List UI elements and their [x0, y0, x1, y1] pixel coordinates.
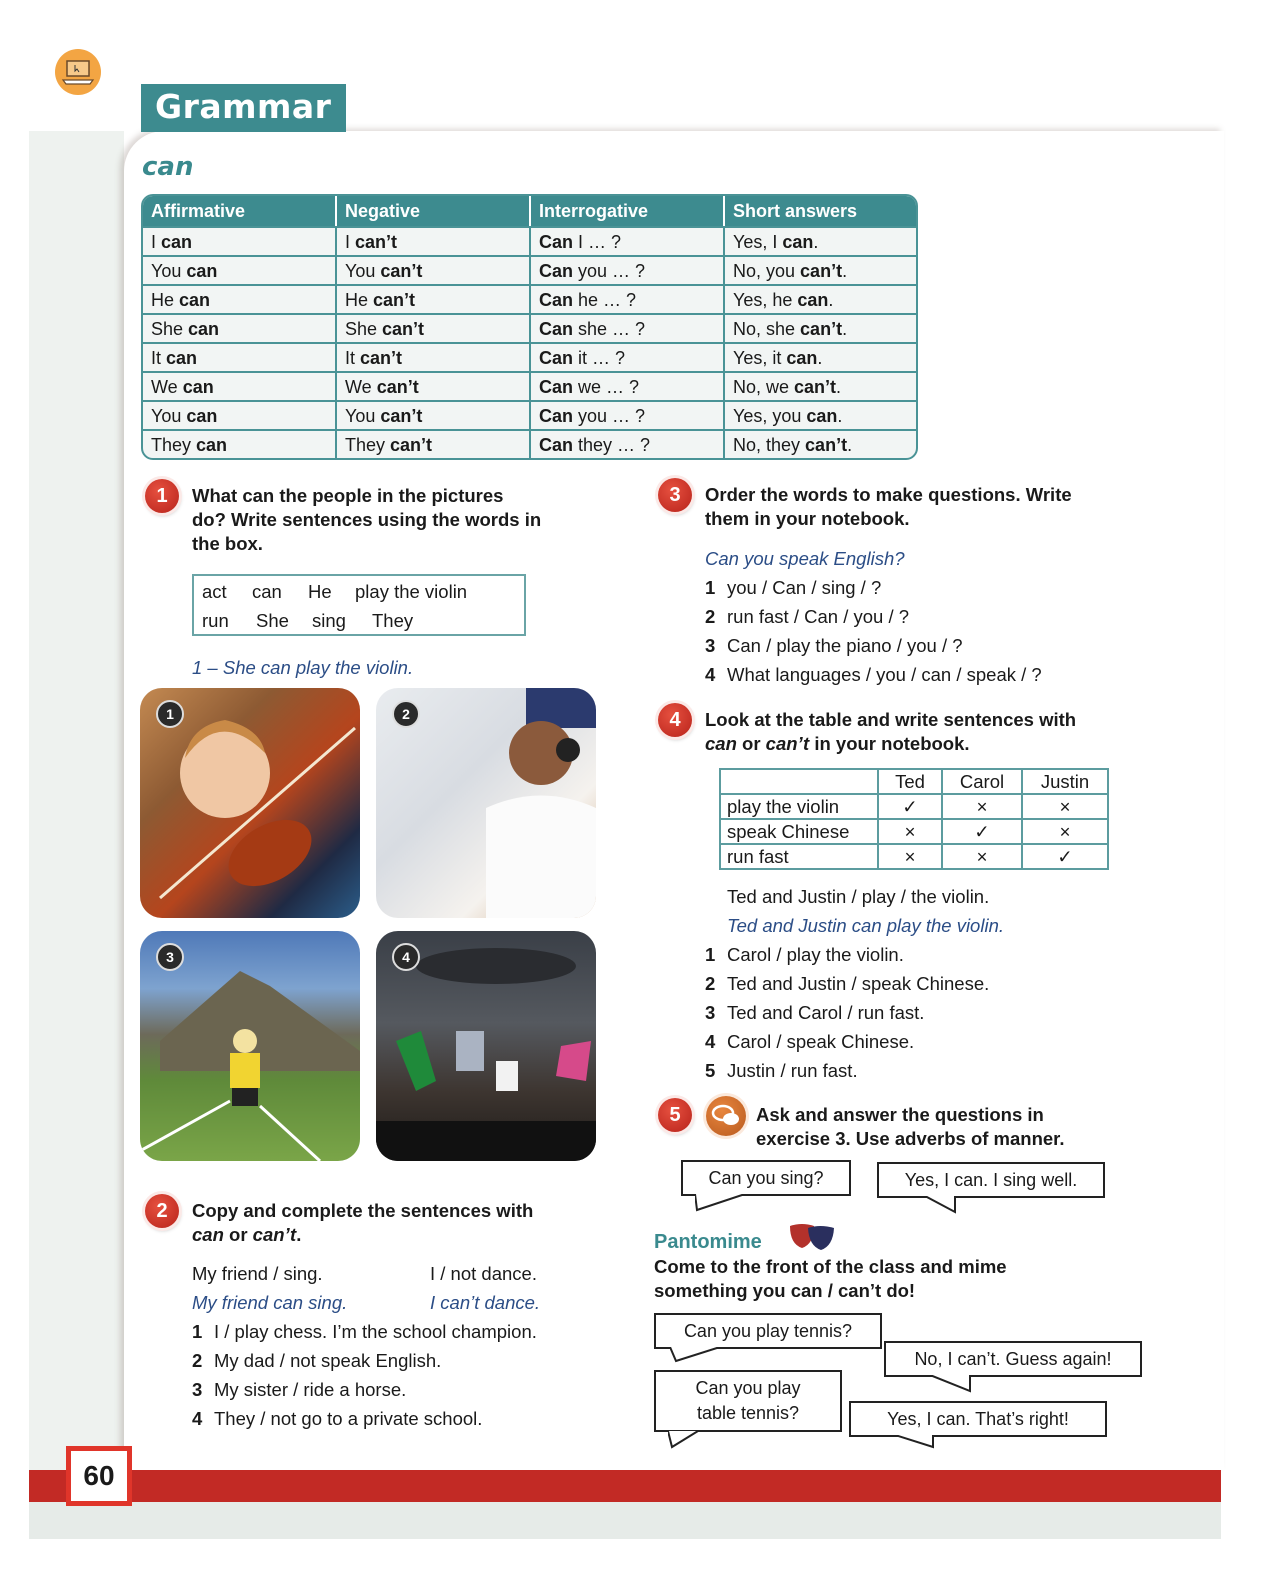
- item-text: I / play chess. I’m the school champion.: [214, 1321, 537, 1342]
- cell-text: Yes, it: [733, 347, 787, 368]
- word: They: [372, 610, 414, 631]
- item-text: Carol / speak Chinese.: [727, 1031, 915, 1052]
- cell-text: .: [837, 405, 843, 426]
- item-text: My dad / not speak English.: [214, 1350, 442, 1371]
- speech-bubbles-icon: [706, 1096, 746, 1136]
- cell-text: You: [345, 405, 381, 426]
- theatre-masks-icon: [788, 1222, 836, 1257]
- photo-singing: [376, 688, 596, 918]
- instruction-word: in your notebook.: [809, 733, 970, 754]
- table-cell: [337, 342, 531, 371]
- cell-bold-text: can: [186, 405, 218, 426]
- instruction-word: or: [736, 733, 766, 754]
- table-cell: [143, 371, 337, 400]
- table-cell: [337, 284, 531, 313]
- cross-icon: ×: [878, 819, 942, 844]
- instruction-line: something you can / can’t do!: [654, 1280, 916, 1301]
- cross-icon: ×: [942, 844, 1022, 869]
- table-cell: [531, 342, 725, 371]
- cell-text: It: [151, 347, 167, 368]
- column-header: Carol: [942, 769, 1022, 794]
- cell-bold-text: can: [806, 405, 838, 426]
- photo-number: 3: [156, 943, 184, 971]
- cross-icon: ×: [942, 794, 1022, 819]
- table-cell: [337, 429, 531, 458]
- photo-number: 1: [156, 700, 184, 728]
- cell-text: He: [345, 289, 374, 310]
- cell-bold-text: can’t: [376, 376, 419, 397]
- table-row: [720, 819, 1108, 844]
- instruction-word: can: [192, 1224, 224, 1245]
- photo-number: 2: [392, 700, 420, 728]
- cell-bold-text: can: [797, 289, 829, 310]
- table-row: [720, 844, 1108, 869]
- table-cell: [143, 313, 337, 342]
- instruction-line: [705, 732, 1076, 756]
- cell-bold-text: Can: [539, 231, 574, 252]
- cross-icon: ×: [1022, 794, 1108, 819]
- cell-text: You: [151, 405, 187, 426]
- cell-text: No, she: [733, 318, 801, 339]
- item-text: run fast / Can / you / ?: [727, 606, 910, 627]
- item-text: What languages / you / can / speak / ?: [727, 664, 1042, 685]
- table-cell: [531, 400, 725, 429]
- cell-text: .: [828, 289, 834, 310]
- list-item: [705, 1056, 989, 1085]
- list-item: [705, 969, 989, 998]
- list-item: [705, 602, 1042, 631]
- cell-bold-text: can: [179, 289, 211, 310]
- footer-stripe: [29, 1470, 1221, 1502]
- table-cell: [337, 371, 531, 400]
- word: She: [256, 610, 289, 631]
- table-cell: [725, 284, 916, 313]
- word: can: [252, 581, 282, 602]
- exercise-4-example: Ted and Justin can play the violin.: [727, 915, 1004, 936]
- item-text: Justin / run fast.: [727, 1060, 858, 1081]
- item-number: 3: [705, 1002, 716, 1023]
- pantomime-instruction: [654, 1255, 1007, 1303]
- table-row: [143, 226, 916, 255]
- exercise-2-prompt: I / not dance.: [430, 1263, 537, 1284]
- instruction-line: them in your notebook.: [705, 508, 910, 529]
- table-row: [143, 400, 916, 429]
- cell-bold-text: Can: [539, 405, 574, 426]
- cross-icon: ×: [878, 844, 942, 869]
- item-number: 1: [192, 1321, 203, 1342]
- instruction-line: exercise 3. Use adverbs of manner.: [756, 1128, 1065, 1149]
- cell-text: you … ?: [573, 260, 646, 281]
- bubble-tail: [670, 1347, 730, 1363]
- word-box: [192, 574, 526, 636]
- list-item: [705, 940, 989, 969]
- exercise-2-prompt: My friend / sing.: [192, 1263, 323, 1284]
- table-cell: [725, 313, 916, 342]
- instruction-word: or: [223, 1224, 253, 1245]
- table-cell: [531, 371, 725, 400]
- column-header: Short answers: [725, 196, 916, 226]
- item-number: 4: [192, 1408, 203, 1429]
- item-number: 4: [705, 664, 716, 685]
- table-cell: [531, 284, 725, 313]
- cell-bold-text: can’t: [800, 260, 843, 281]
- item-text: They / not go to a private school.: [214, 1408, 483, 1429]
- cell-bold-text: Can: [539, 376, 574, 397]
- exercise-1-instruction: [192, 484, 541, 556]
- exercise-4-badge: 4: [658, 703, 692, 737]
- cell-text: they … ?: [573, 434, 651, 455]
- exercise-2-example: I can’t dance.: [430, 1292, 541, 1313]
- row-label: run fast: [720, 844, 878, 869]
- cell-text: Yes, I: [733, 231, 783, 252]
- table-cell: [337, 226, 531, 255]
- cell-bold-text: Can: [539, 434, 574, 455]
- instruction-line: Copy and complete the sentences with: [192, 1200, 534, 1221]
- table-cell: [337, 255, 531, 284]
- word: He: [308, 581, 332, 602]
- cell-text: Yes, he: [733, 289, 798, 310]
- exercise-1-example: 1 – She can play the violin.: [192, 657, 414, 678]
- photo-acting: [376, 931, 596, 1161]
- exercise-1-badge: 1: [145, 479, 179, 513]
- bubble-tail: [930, 1375, 990, 1393]
- cell-text: .: [842, 260, 848, 281]
- bubble-tail: [668, 1431, 708, 1449]
- cell-text: I: [151, 231, 162, 252]
- cell-text: It: [345, 347, 361, 368]
- cell-text: I: [345, 231, 356, 252]
- cell-bold-text: can’t: [373, 289, 416, 310]
- cell-text: She: [345, 318, 383, 339]
- exercise-2-example: My friend can sing.: [192, 1292, 348, 1313]
- list-item: [192, 1375, 537, 1404]
- exercise-4-list: [705, 940, 989, 1085]
- bubble-tail: [895, 1435, 955, 1449]
- cell-bold-text: can’t: [800, 318, 843, 339]
- table-cell: [143, 284, 337, 313]
- item-number: 2: [705, 606, 716, 627]
- list-item: [192, 1404, 537, 1433]
- table-cell: [531, 429, 725, 458]
- footer-band: [29, 1502, 1221, 1539]
- cell-text: he … ?: [573, 289, 637, 310]
- table-row: [143, 342, 916, 371]
- word: act: [202, 581, 227, 602]
- table-row: [143, 371, 916, 400]
- table-cell: [531, 313, 725, 342]
- page-number: 60: [66, 1446, 132, 1506]
- cell-bold-text: can: [188, 318, 220, 339]
- photo-number: 4: [392, 943, 420, 971]
- instruction-word: can’t: [765, 733, 810, 754]
- cell-text: We: [345, 376, 377, 397]
- photo-violin: [140, 688, 360, 918]
- list-item: [192, 1346, 537, 1375]
- table-row: [143, 255, 916, 284]
- table-row: [143, 313, 916, 342]
- table-cell: [725, 255, 916, 284]
- item-number: 5: [705, 1060, 716, 1081]
- column-header: Negative: [337, 196, 531, 226]
- item-number: 4: [705, 1031, 716, 1052]
- cell-bold-text: can’t: [794, 376, 837, 397]
- cell-bold-text: can: [782, 231, 814, 252]
- cell-text: He: [151, 289, 180, 310]
- cell-text: Yes, you: [733, 405, 807, 426]
- table-cell: [531, 226, 725, 255]
- item-text: you / Can / sing / ?: [727, 577, 882, 598]
- cell-bold-text: can: [182, 376, 214, 397]
- cell-text: She: [151, 318, 189, 339]
- exercise-3-badge: 3: [658, 478, 692, 512]
- item-number: 3: [705, 635, 716, 656]
- instruction-line: What can the people in the pictures: [192, 485, 504, 506]
- cell-bold-text: Can: [539, 260, 574, 281]
- cell-text: we … ?: [573, 376, 640, 397]
- item-text: Ted and Carol / run fast.: [727, 1002, 925, 1023]
- cell-text: You: [151, 260, 187, 281]
- table-row: [720, 794, 1108, 819]
- cell-bold-text: can’t: [380, 405, 423, 426]
- speech-bubble: Yes, I can. That’s right!: [849, 1401, 1107, 1437]
- column-header: Interrogative: [531, 196, 725, 226]
- check-icon: ✓: [1022, 844, 1108, 869]
- grammar-table: [141, 194, 918, 460]
- instruction-word: .: [296, 1224, 302, 1245]
- list-item: [705, 631, 1042, 660]
- cell-bold-text: can’t: [805, 434, 848, 455]
- exercise-2-list: [192, 1317, 537, 1433]
- word: play the violin: [355, 581, 468, 602]
- cell-text: No, they: [733, 434, 806, 455]
- instruction-word: can’t: [252, 1224, 297, 1245]
- empty-header-cell: [720, 769, 878, 794]
- exercise-4-instruction: [705, 708, 1076, 756]
- row-label: speak Chinese: [720, 819, 878, 844]
- cell-text: you … ?: [573, 405, 646, 426]
- table-cell: [725, 371, 916, 400]
- list-item: [705, 573, 1042, 602]
- word: sing: [312, 610, 346, 631]
- instruction-line: the box.: [192, 533, 263, 554]
- table-cell: [725, 342, 916, 371]
- section-title: Grammar: [141, 84, 346, 132]
- cell-text: .: [836, 376, 842, 397]
- table-cell: [143, 429, 337, 458]
- item-number: 2: [192, 1350, 203, 1371]
- grammar-subtitle: can: [142, 152, 194, 182]
- list-item: [705, 998, 989, 1027]
- bubble-tail: [925, 1196, 985, 1214]
- check-icon: ✓: [878, 794, 942, 819]
- speech-bubble: No, I can’t. Guess again!: [884, 1341, 1142, 1377]
- item-number: 3: [192, 1379, 203, 1400]
- cell-text: No, we: [733, 376, 795, 397]
- cell-text: .: [817, 347, 823, 368]
- instruction-word: can: [705, 733, 737, 754]
- cell-bold-text: Can: [539, 347, 574, 368]
- cell-text: They: [345, 434, 391, 455]
- cell-text: No, you: [733, 260, 801, 281]
- cell-text: it … ?: [573, 347, 626, 368]
- table-cell: [725, 226, 916, 255]
- exercise-5-badge: 5: [658, 1098, 692, 1132]
- table-cell: [531, 255, 725, 284]
- item-number: 1: [705, 577, 716, 598]
- item-text: Carol / play the violin.: [727, 944, 904, 965]
- cell-text: They: [151, 434, 197, 455]
- laptop-icon[interactable]: [55, 49, 101, 95]
- column-header: Affirmative: [143, 196, 337, 226]
- column-header: Justin: [1022, 769, 1108, 794]
- bubble-tail: [695, 1194, 755, 1214]
- table-cell: [337, 400, 531, 429]
- exercise-2-badge: 2: [145, 1194, 179, 1228]
- cell-bold-text: can: [166, 347, 198, 368]
- table-cell: [143, 255, 337, 284]
- table-row: [143, 429, 916, 458]
- item-text: Can / play the piano / you / ?: [727, 635, 963, 656]
- speech-bubble: Can you play table tennis?: [654, 1370, 842, 1432]
- table-cell: [143, 400, 337, 429]
- cell-text: You: [345, 260, 381, 281]
- exercise-3-instruction: [705, 483, 1072, 531]
- table-row: [143, 284, 916, 313]
- instruction-line: Look at the table and write sentences with: [705, 709, 1077, 730]
- cell-bold-text: can: [196, 434, 228, 455]
- cell-bold-text: can: [161, 231, 193, 252]
- speech-bubble: Yes, I can. I sing well.: [877, 1162, 1105, 1198]
- row-label: play the violin: [720, 794, 878, 819]
- cell-text: she … ?: [573, 318, 646, 339]
- photo-running: [140, 931, 360, 1161]
- cell-bold-text: can’t: [390, 434, 433, 455]
- cell-bold-text: can’t: [355, 231, 398, 252]
- item-text: Ted and Justin / speak Chinese.: [727, 973, 990, 994]
- cell-bold-text: can: [186, 260, 218, 281]
- cell-bold-text: can’t: [380, 260, 423, 281]
- instruction-line: Come to the front of the class and mime: [654, 1256, 1007, 1277]
- table-cell: [725, 429, 916, 458]
- cell-bold-text: can’t: [360, 347, 403, 368]
- cell-bold-text: Can: [539, 318, 574, 339]
- table-cell: [143, 342, 337, 371]
- exercise-4-prompt: Ted and Justin / play / the violin.: [727, 886, 990, 907]
- check-icon: ✓: [942, 819, 1022, 844]
- list-item: [705, 1027, 989, 1056]
- ability-table: [719, 768, 1109, 870]
- cell-text: I … ?: [573, 231, 622, 252]
- item-number: 2: [705, 973, 716, 994]
- table-cell: [143, 226, 337, 255]
- pantomime-title: Pantomime: [654, 1231, 762, 1253]
- item-text: My sister / ride a horse.: [214, 1379, 407, 1400]
- cross-icon: ×: [1022, 819, 1108, 844]
- speech-bubble: Can you play tennis?: [654, 1313, 882, 1349]
- instruction-line: do? Write sentences using the words in: [192, 509, 542, 530]
- table-cell: [725, 400, 916, 429]
- instruction-line: Order the words to make questions. Write: [705, 484, 1072, 505]
- instruction-line: Ask and answer the questions in: [756, 1104, 1044, 1125]
- cell-text: .: [813, 231, 819, 252]
- exercise-3-example: Can you speak English?: [705, 548, 905, 569]
- list-item: [705, 660, 1042, 689]
- cell-bold-text: can: [786, 347, 818, 368]
- cell-bold-text: can’t: [382, 318, 425, 339]
- item-number: 1: [705, 944, 716, 965]
- speech-bubble: Can you sing?: [681, 1160, 851, 1196]
- list-item: [192, 1317, 537, 1346]
- table-cell: [337, 313, 531, 342]
- cell-text: We: [151, 376, 183, 397]
- column-header: Ted: [878, 769, 942, 794]
- exercise-5-instruction: [756, 1103, 1065, 1151]
- word: run: [202, 610, 229, 631]
- instruction-line: [192, 1223, 533, 1247]
- cell-text: .: [842, 318, 848, 339]
- exercise-2-instruction: [192, 1199, 533, 1247]
- exercise-3-list: [705, 573, 1042, 689]
- cell-bold-text: Can: [539, 289, 574, 310]
- page-margin: [29, 131, 124, 1539]
- cell-text: .: [847, 434, 853, 455]
